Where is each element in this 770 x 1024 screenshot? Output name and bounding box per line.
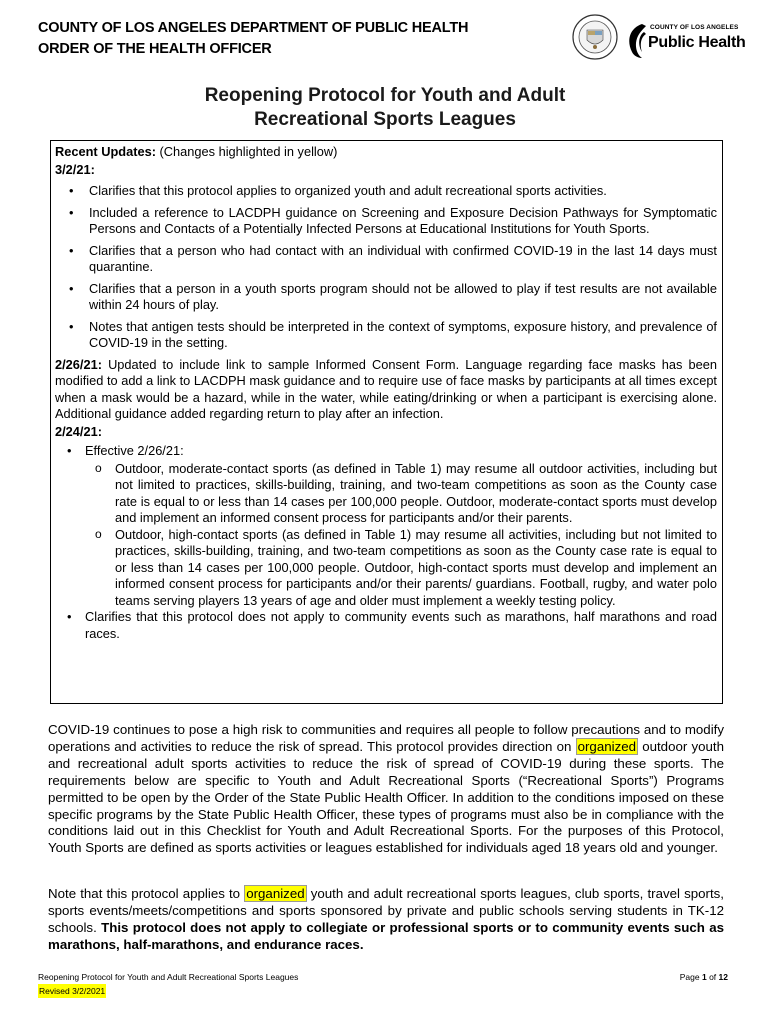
update-text-2-26-21: Updated to include link to sample Informed Consent Form. Language regarding face masks has been modified to add a link to LACDPH mask guidance and to require use of face masks by participants at all times except when a mask would be a hazard, while in the water, while eating/drinking or when a participant is exercising alone. Additional guidance added regarding return to play after an infection. [55,356,717,421]
footer-revised-date: Revised 3/2/2021 [39,986,106,996]
list-item: • Notes that antigen tests should be interpreted in the context of symptoms, exposure history, and prevalence of COVID-19 in the setting. [55,319,717,352]
page-prefix: Page [679,972,702,982]
public-health-logo [624,20,770,62]
page-total: 12 [718,972,728,982]
list-item: • Clarifies that a person who had contact with an individual with confirmed COVID-19 in the last 14 days must quarantine. [55,243,717,276]
page-current: 1 [701,972,707,982]
footer-doc-title: Reopening Protocol for Youth and Adult Recreational Sports Leagues [38,972,299,982]
update-date-2-24-21: 2/24/21: [55,423,102,439]
update-date-3-2-21: 3/2/21: [55,161,95,177]
update-list-3-2-21 [55,183,717,352]
document-title [0,84,770,132]
recent-updates-note: (Changes highlighted in yellow) [155,144,338,159]
page-number [680,970,728,984]
agency-line-1: COUNTY OF LOS ANGELES DEPARTMENT OF PUBLIC HEALTH [38,20,469,36]
page-of: of [706,972,719,982]
logo-county-text: COUNTY OF LOS ANGELES [650,24,739,31]
county-seal-icon [572,14,618,60]
highlight-organized-1: organized [577,738,637,754]
update-date-2-26-21: 2/26/21: [55,356,102,372]
recent-updates-box [50,140,723,704]
list-item: • Included a reference to LACDPH guidance on Screening and Exposure Decision Pathways for Symptomatic Persons and Contacts of a Potentially Infected Persons at Educational Institutions for Youth Sports. [55,205,717,238]
scope-paragraph [48,886,724,954]
footer-left [38,970,298,998]
agency-line-2: ORDER OF THE HEALTH OFFICER [38,41,272,57]
intro-text-b: outdoor youth and recreational adult sports activities to reduce the risk of spread of COVID-19 during these sports. The requirements below are specific to Youth and Adult Recreational Sports (“Recreational Sports”) Programs permitted to be open by the Order of the State Public Health Officer. In addition to the conditions imposed on these specific programs by the State Public Health Officer, these types of programs must also be in compliance with the conditions laid out in this Checklist for Youth and Adult Recreational Sports. For the purposes of this Protocol, Youth Sports are defined as sports activities or leagues established for individuals aged 18 years old and younger. [48,738,724,856]
intro-text-a: COVID-19 continues to pose a high risk to communities and requires all people to follow precautions and to modify operations and activities to reduce the risk of spread. This protocol provides direction on [48,722,724,754]
logo-public-health-text: Public Health [648,34,746,51]
page-header [38,18,746,68]
update-list-2-24-21 [55,443,717,642]
list-item: • Clarifies that this protocol does not apply to community events such as marathons, half marathons and road races. [55,609,717,642]
sub-list-item: o Outdoor, high-contact sports (as defined in Table 1) may resume all activities, including but not limited to practices, skills-building, training, and two-team competitions as soon as the County case rate is equal to or less than 14 cases per 100,000 people. Outdoor, high-contact sports must develop and implement an informed consent process for participants and/or their parents/ guardians. Football, rugby, and water polo teams serving players 13 years of age and older must implement a weekly testing policy. [85,527,717,610]
list-item: • Clarifies that a person in a youth sports program should not be allowed to play if test results are not available within 24 hours of play. [55,281,717,314]
list-item [55,443,717,609]
recent-updates-label: Recent Updates: [55,144,156,159]
scope-text-b: youth and adult recreational sports leagues, club sports, travel sports, sports events/meets/competitions and sports sponsored by private and public schools serving students in TK-12 schools. [48,886,725,935]
highlight-organized-2: organized [246,886,305,901]
recent-updates-heading [55,144,717,161]
list-item: • Clarifies that this protocol applies to organized youth and adult recreational sports activities. [55,183,717,200]
intro-paragraph [48,722,724,857]
scope-text-a: Note that this protocol applies to [48,886,245,901]
public-health-swoosh-icon [624,22,648,60]
update-2-26-21 [55,357,717,423]
title-line-1: Reopening Protocol for Youth and Adult [204,85,566,106]
sub-list [85,461,717,610]
title-line-2: Recreational Sports Leagues [254,109,516,130]
effective-date-label: Effective 2/26/21: [85,443,184,458]
sub-list-item: o Outdoor, moderate-contact sports (as defined in Table 1) may resume all outdoor activities, including but not limited to practices, skills-building, training, and two-team competitions as soon as the County case rate is equal to or less than 14 cases per 100,000 people. Outdoor, moderate-contact sports must develop and implement an informed consent process for participants and/or their parents. [85,461,717,527]
scope-text-bold: This protocol does not apply to collegiate or professional sports or to community events such as marathons, half-marathons, and endurance races. [48,919,724,952]
